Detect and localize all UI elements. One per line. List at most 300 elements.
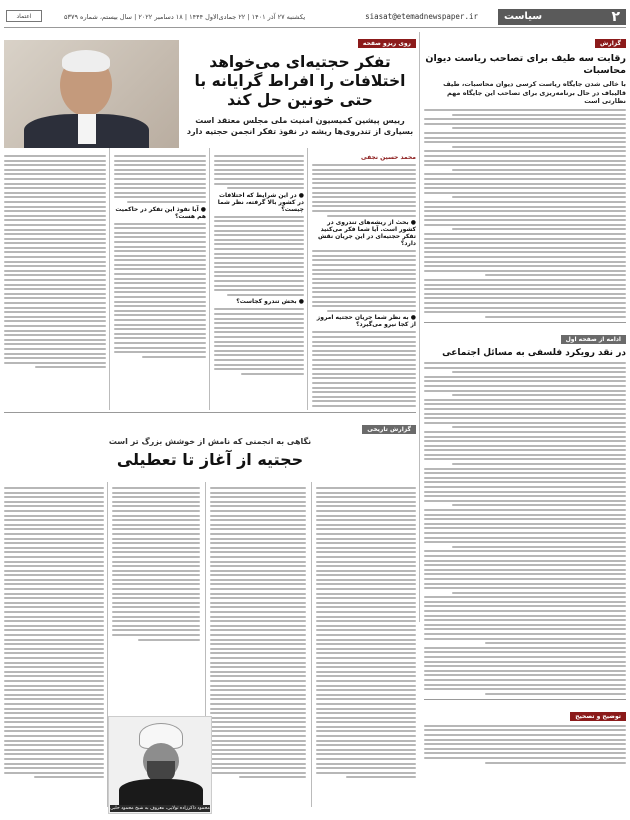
text-line xyxy=(138,639,200,641)
text-line xyxy=(424,638,626,640)
text-line xyxy=(424,541,626,543)
text-line xyxy=(316,685,416,687)
text-line xyxy=(316,657,416,659)
text-line xyxy=(4,515,104,517)
text-line xyxy=(210,652,306,654)
text-line xyxy=(210,579,306,581)
text-line xyxy=(114,164,206,166)
text-line xyxy=(312,373,416,375)
text-line xyxy=(424,302,626,304)
text-line xyxy=(114,268,206,270)
text-line xyxy=(4,551,104,553)
text-line xyxy=(424,477,626,479)
history-headline[interactable]: حجتیه از آغاز تا تعطیلی xyxy=(116,450,304,469)
text-line xyxy=(424,688,626,690)
text-line xyxy=(114,324,206,326)
text-line xyxy=(424,440,626,442)
text-line xyxy=(112,515,200,517)
text-line xyxy=(114,192,206,194)
text-line xyxy=(316,556,416,558)
text-line xyxy=(312,336,416,338)
page-header xyxy=(4,6,626,28)
text-line xyxy=(114,169,206,171)
text-line xyxy=(214,239,304,241)
text-line xyxy=(4,565,104,567)
text-line xyxy=(316,620,416,622)
text-line xyxy=(424,367,626,369)
text-line xyxy=(114,273,206,275)
text-line xyxy=(112,565,200,567)
text-line xyxy=(4,593,104,595)
text-line xyxy=(210,675,306,677)
text-line xyxy=(424,380,626,382)
text-line xyxy=(424,173,626,175)
text-line xyxy=(424,656,626,658)
text-line xyxy=(112,583,200,585)
text-line xyxy=(112,561,200,563)
text-line xyxy=(214,169,304,171)
text-line xyxy=(114,342,206,344)
text-line xyxy=(316,574,416,576)
text-line xyxy=(4,261,106,263)
main-col-4 xyxy=(4,152,106,410)
text-line xyxy=(424,242,626,244)
text-line xyxy=(424,408,626,410)
text-line xyxy=(424,674,626,676)
text-line xyxy=(424,472,626,474)
text-line xyxy=(424,385,626,387)
text-line xyxy=(214,322,304,324)
text-line xyxy=(4,735,104,737)
text-line xyxy=(112,528,200,530)
text-line xyxy=(112,551,200,553)
history-overline: نگاهی به انجمنی که نامش از خوشش بزرگ تر است xyxy=(108,437,312,446)
text-line xyxy=(312,377,416,379)
text-line xyxy=(312,350,416,352)
text-line xyxy=(4,528,104,530)
text-line xyxy=(4,749,104,751)
text-line xyxy=(112,556,200,558)
text-line xyxy=(424,219,626,221)
text-line xyxy=(4,730,104,732)
text-line xyxy=(210,561,306,563)
text-line xyxy=(312,345,416,347)
text-line xyxy=(316,753,416,755)
text-line xyxy=(424,256,626,258)
text-line xyxy=(316,501,416,503)
text-line xyxy=(114,296,206,298)
text-line xyxy=(114,255,206,257)
text-line xyxy=(424,454,626,456)
text-line xyxy=(424,164,626,166)
text-line xyxy=(4,187,106,189)
text-line xyxy=(424,495,626,497)
text-line xyxy=(316,579,416,581)
text-line xyxy=(210,533,306,535)
text-line xyxy=(312,178,416,180)
text-line xyxy=(424,578,626,580)
text-line xyxy=(210,634,306,636)
text-line xyxy=(4,164,106,166)
text-line xyxy=(424,619,626,621)
text-line xyxy=(4,251,106,253)
text-line xyxy=(4,353,106,355)
text-line xyxy=(424,183,626,185)
report-kicker: گزارش xyxy=(595,39,626,48)
text-line xyxy=(312,341,416,343)
text-line xyxy=(114,250,206,252)
text-line xyxy=(424,187,626,189)
text-line xyxy=(316,730,416,732)
text-line xyxy=(424,261,626,263)
text-line xyxy=(4,606,104,608)
text-line xyxy=(214,341,304,343)
text-line xyxy=(424,523,626,525)
text-line xyxy=(112,538,200,540)
text-line xyxy=(4,155,106,157)
text-line xyxy=(210,689,306,691)
text-line xyxy=(227,187,304,189)
text-line xyxy=(114,196,206,198)
section-tab xyxy=(498,9,626,25)
text-line xyxy=(485,693,626,695)
text-line xyxy=(424,661,626,663)
right-headline[interactable]: رقابت سه طیف برای تصاحب ریاست دیوان محاسبات xyxy=(425,53,626,76)
text-line xyxy=(4,744,104,746)
text-line xyxy=(4,588,104,590)
text-line xyxy=(4,758,104,760)
text-line xyxy=(214,220,304,222)
text-line xyxy=(424,118,626,120)
text-line xyxy=(316,606,416,608)
text-line xyxy=(424,573,626,575)
section-email[interactable]: siasat@etemadnewspaper.ir xyxy=(365,12,478,21)
text-line xyxy=(424,601,626,603)
text-line xyxy=(210,524,306,526)
text-line xyxy=(4,685,104,687)
text-line xyxy=(210,648,306,650)
text-line xyxy=(127,201,206,203)
main-col-3 xyxy=(114,152,206,410)
text-line xyxy=(112,616,200,618)
text-line xyxy=(112,597,200,599)
text-line xyxy=(312,205,416,207)
text-line xyxy=(316,772,416,774)
text-line xyxy=(312,273,416,275)
text-line xyxy=(4,689,104,691)
text-line xyxy=(4,579,104,581)
text-line xyxy=(214,318,304,320)
text-line xyxy=(214,266,304,268)
text-line xyxy=(214,243,304,245)
text-line xyxy=(4,357,106,359)
text-line xyxy=(312,187,416,189)
text-line xyxy=(316,643,416,645)
text-line xyxy=(452,146,626,148)
text-line xyxy=(210,602,306,604)
text-line xyxy=(424,141,626,143)
text-line xyxy=(424,311,626,313)
text-line xyxy=(214,354,304,356)
text-line xyxy=(4,639,104,641)
text-line xyxy=(214,173,304,175)
text-line xyxy=(316,680,416,682)
text-line xyxy=(312,169,416,171)
text-line xyxy=(112,533,200,535)
text-line xyxy=(424,390,626,392)
text-line xyxy=(424,743,626,745)
text-line xyxy=(210,767,306,769)
text-line xyxy=(424,610,626,612)
text-line xyxy=(114,301,206,303)
text-line xyxy=(214,178,304,180)
text-line xyxy=(424,155,626,157)
text-line xyxy=(210,583,306,585)
text-line xyxy=(4,229,106,231)
main-subhead: رییس پیشین کمیسیون امنیت ملی مجلس معتقد است بسیاری از تندروی‌ها ریشه در نفوذ تفکر انجمن حجتیه دارد xyxy=(186,115,414,136)
text-line xyxy=(4,666,104,668)
text-line xyxy=(114,278,206,280)
text-line xyxy=(424,569,626,571)
main-col-2 xyxy=(214,152,304,410)
text-line xyxy=(4,547,104,549)
text-line xyxy=(316,487,416,489)
text-line xyxy=(316,593,416,595)
text-line xyxy=(424,628,626,630)
text-line xyxy=(424,651,626,653)
text-line xyxy=(424,251,626,253)
text-line xyxy=(210,510,306,512)
text-line xyxy=(312,291,416,293)
text-line xyxy=(316,565,416,567)
history-col-4 xyxy=(4,484,104,781)
text-line xyxy=(424,178,626,180)
text-line xyxy=(424,293,626,295)
text-line xyxy=(4,242,106,244)
philosophy-body xyxy=(424,362,626,695)
main-headline[interactable]: تفکر حجتیه‌ای می‌خواهد اختلافات را افراط گرایانه با حتی خونین حل کند xyxy=(194,53,406,109)
question-1: ● بحث از ریشه‌های تندروی در کشور است. آیا شما فکر می‌کنید تفکر حجتیه‌ای در این جریان نقش دارد؟ xyxy=(318,219,416,248)
column-divider xyxy=(311,482,312,807)
text-line xyxy=(4,616,104,618)
text-line xyxy=(424,417,626,419)
text-line xyxy=(312,382,416,384)
text-line xyxy=(210,547,306,549)
text-line xyxy=(424,486,626,488)
text-line xyxy=(424,509,626,511)
text-line xyxy=(4,620,104,622)
text-line xyxy=(210,726,306,728)
text-line xyxy=(112,519,200,521)
text-line xyxy=(316,492,416,494)
text-line xyxy=(312,387,416,389)
text-line xyxy=(424,109,626,111)
text-line xyxy=(210,698,306,700)
text-line xyxy=(316,515,416,517)
text-line xyxy=(4,316,106,318)
text-line xyxy=(4,343,106,345)
text-line xyxy=(4,492,104,494)
text-line xyxy=(4,657,104,659)
text-line xyxy=(424,491,626,493)
text-line xyxy=(4,330,106,332)
text-line xyxy=(4,339,106,341)
text-line xyxy=(214,216,304,218)
text-line xyxy=(424,160,626,162)
main-story-top xyxy=(4,30,416,148)
text-line xyxy=(424,518,626,520)
text-line xyxy=(424,527,626,529)
text-line xyxy=(316,703,416,705)
byline: محمد حسین نجفی xyxy=(361,154,416,161)
text-line xyxy=(4,708,104,710)
text-line xyxy=(4,293,106,295)
text-line xyxy=(210,528,306,530)
text-line xyxy=(114,333,206,335)
text-line xyxy=(114,160,206,162)
text-line xyxy=(424,270,626,272)
column-divider xyxy=(419,32,420,622)
text-line xyxy=(452,394,626,396)
text-line xyxy=(4,643,104,645)
text-line xyxy=(312,305,416,307)
text-line xyxy=(424,123,626,125)
text-line xyxy=(112,579,200,581)
text-line xyxy=(316,538,416,540)
text-line xyxy=(4,519,104,521)
text-line xyxy=(114,287,206,289)
text-line xyxy=(210,505,306,507)
text-line xyxy=(210,496,306,498)
text-line xyxy=(424,729,626,731)
text-line xyxy=(312,368,416,370)
text-line xyxy=(312,210,416,212)
text-line xyxy=(4,662,104,664)
text-line xyxy=(210,611,306,613)
text-line xyxy=(424,445,626,447)
text-line xyxy=(424,500,626,502)
right-subhead: با خالی شدن جایگاه ریاست کرسی دیوان محاسبات، طیف قالیباف در حال برنامه‌ریزی برای تصاحب این جایگاه مهم نظارتی است xyxy=(443,79,626,106)
text-line xyxy=(4,487,104,489)
text-line xyxy=(452,127,626,129)
text-line xyxy=(4,238,106,240)
text-line xyxy=(114,314,206,316)
text-line xyxy=(114,232,206,234)
text-line xyxy=(316,740,416,742)
text-line xyxy=(4,671,104,673)
text-line xyxy=(4,505,104,507)
text-line xyxy=(452,426,626,428)
text-line xyxy=(452,114,626,116)
text-line xyxy=(424,233,626,235)
text-line xyxy=(210,758,306,760)
text-line xyxy=(4,717,104,719)
cleric-photo xyxy=(108,716,212,814)
page-number: ۲ xyxy=(611,8,620,25)
text-line xyxy=(4,183,106,185)
text-line xyxy=(424,537,626,539)
text-line xyxy=(210,625,306,627)
text-line xyxy=(424,596,626,598)
newspaper-logo: اعتماد xyxy=(6,10,42,22)
text-line xyxy=(424,436,626,438)
text-line xyxy=(316,524,416,526)
text-line xyxy=(4,288,106,290)
history-col-2 xyxy=(210,484,306,781)
text-line xyxy=(210,538,306,540)
text-line xyxy=(210,772,306,774)
text-line xyxy=(452,546,626,548)
text-line xyxy=(312,359,416,361)
text-line xyxy=(452,169,626,171)
text-line xyxy=(452,371,626,373)
text-line xyxy=(485,642,626,644)
text-line xyxy=(210,662,306,664)
text-line xyxy=(114,183,206,185)
question-4: ● آیا نفوذ این تفکر در حاکمیت هم هست؟ xyxy=(115,205,206,220)
text-line xyxy=(210,685,306,687)
text-line xyxy=(424,201,626,203)
text-line xyxy=(316,616,416,618)
text-line xyxy=(210,606,306,608)
text-line xyxy=(312,250,416,252)
text-line xyxy=(312,201,416,203)
text-line xyxy=(316,763,416,765)
text-line xyxy=(316,570,416,572)
text-line xyxy=(112,496,200,498)
column-divider xyxy=(307,148,308,410)
text-line xyxy=(346,776,416,778)
text-line xyxy=(316,648,416,650)
philosophy-headline[interactable]: در نقد رویکرد فلسفی به مسائل اجتماعی xyxy=(442,347,626,358)
text-line xyxy=(112,629,200,631)
text-line xyxy=(114,282,206,284)
text-line xyxy=(424,265,626,267)
text-line xyxy=(4,648,104,650)
text-line xyxy=(312,287,416,289)
text-line xyxy=(112,542,200,544)
text-line xyxy=(4,538,104,540)
text-line xyxy=(35,366,106,368)
text-line xyxy=(4,311,106,313)
text-line xyxy=(112,634,200,636)
text-line xyxy=(327,310,416,312)
text-line xyxy=(214,225,304,227)
text-line xyxy=(114,223,206,225)
text-line xyxy=(4,215,106,217)
text-line xyxy=(424,647,626,649)
text-line xyxy=(424,376,626,378)
text-line xyxy=(214,271,304,273)
text-line xyxy=(424,752,626,754)
text-line xyxy=(4,210,106,212)
text-line xyxy=(210,570,306,572)
text-line xyxy=(4,597,104,599)
text-line xyxy=(316,662,416,664)
text-line xyxy=(214,155,304,157)
text-line xyxy=(424,468,626,470)
text-line xyxy=(4,556,104,558)
text-line xyxy=(424,514,626,516)
text-line xyxy=(210,763,306,765)
text-line xyxy=(239,776,306,778)
text-line xyxy=(424,550,626,552)
text-line xyxy=(424,403,626,405)
text-line xyxy=(327,215,416,217)
text-line xyxy=(214,327,304,329)
text-line xyxy=(312,396,416,398)
text-line xyxy=(452,504,626,506)
